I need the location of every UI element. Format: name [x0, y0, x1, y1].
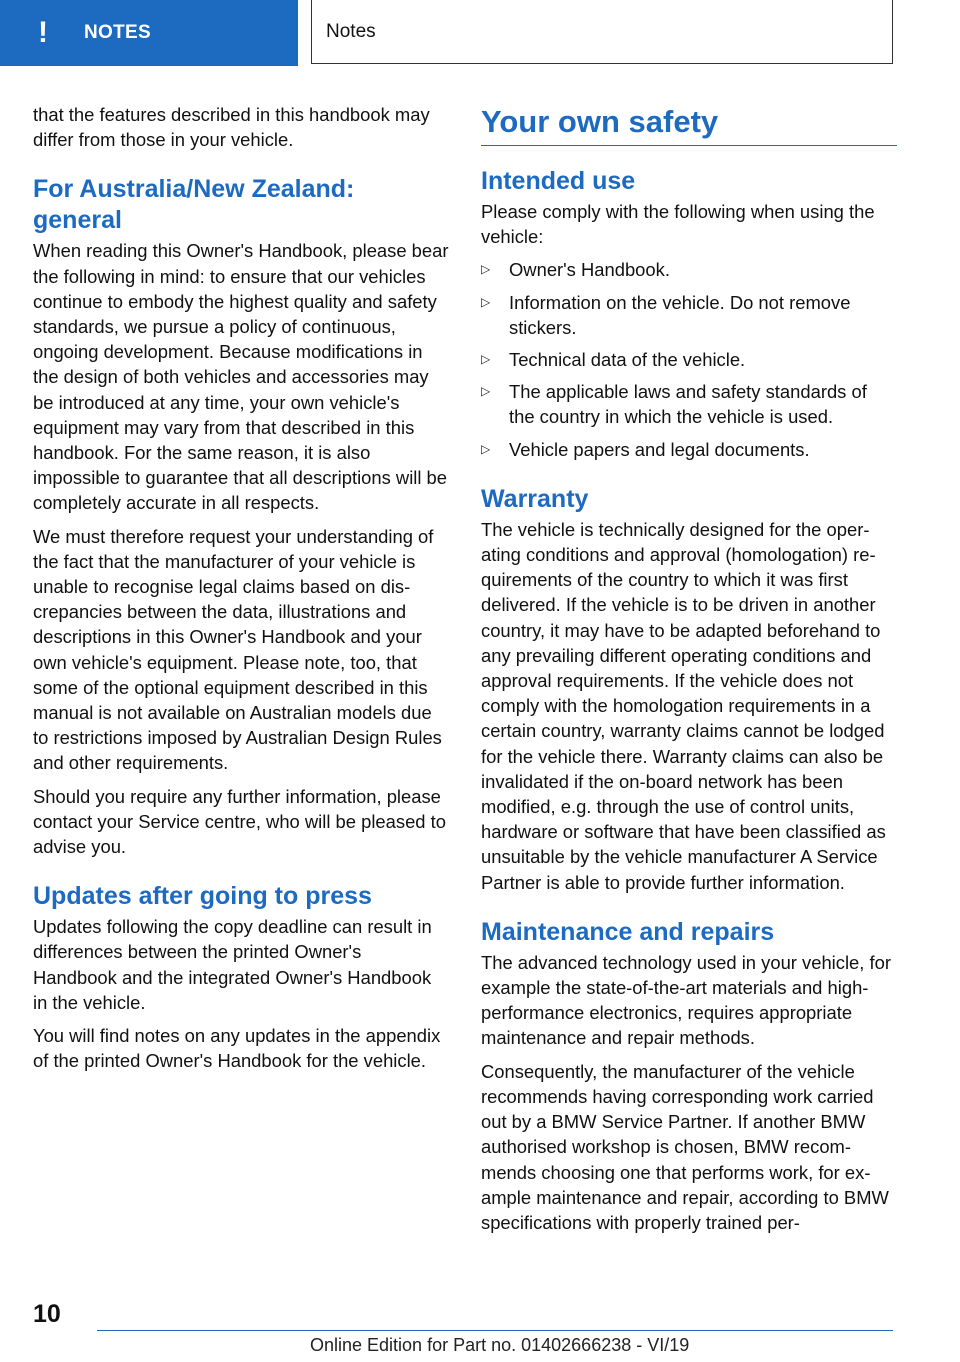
heading-updates: Updates after going to press — [33, 882, 372, 911]
section-warranty — [481, 484, 897, 895]
list-item: ▷ Owner's Handbook. — [481, 257, 897, 282]
section-intended-use — [481, 166, 897, 462]
section-australia — [33, 174, 449, 859]
page-header-title: Notes — [311, 0, 893, 64]
section-updates — [33, 881, 449, 1073]
list-item: ▷ Technical data of the vehicle. — [481, 347, 897, 372]
paragraph: You will find notes on any updates in the appendix of the printed Owner's Handbook for the vehicle. — [33, 1025, 441, 1072]
left-column — [33, 102, 449, 1082]
footer-edition: Online Edition for Part no. 01402666238 - VI/19 — [310, 1335, 690, 1355]
heading-maintenance: Maintenance and repairs — [481, 917, 775, 946]
intended-use-list — [481, 257, 897, 461]
triangle-bullet-icon: ▷ — [481, 352, 491, 367]
paragraph: Should you require any further information, please contact your Service centre, who will be pleased to advise you. — [33, 785, 446, 858]
heading-intended-use: Intended use — [481, 167, 636, 195]
section-tab — [0, 0, 298, 66]
section-maintenance — [481, 917, 897, 1235]
right-column — [481, 102, 897, 1243]
paragraph: The vehicle is technically designed for the operating conditions and approval (homologation) requirements of the country to which it was first delivered. If the vehicle is to be driven in another country, it may have to be adapted beforehand to any prevailing different operating conditions and approval requirements. If the vehicle does not comply with the homologation requirements in a certain country, warranty claims cannot be lodged for the vehicle there. Warranty claims can also be invalidated if the on-board network has been modified, e.g. through the use of control units, hardware or software that have been classified as unsuitable by the vehicle manufacturer A Service Partner is able to provide further information. — [481, 518, 886, 893]
list-item: ▷ Vehicle papers and legal documents. — [481, 437, 897, 462]
heading-warranty: Warranty — [481, 484, 589, 513]
intro-paragraph: that the features described in this handbook may differ from those in your vehicle. — [33, 104, 430, 151]
triangle-bullet-icon: ▷ — [481, 384, 491, 399]
paragraph: Consequently, the manufacturer of the vehicle recommends having corresponding work carried out by a BMW Service Partner. If another BMW authorised workshop is chosen, BMW recommends choosing one that performs work, for example maintenance and repair, according to BMW specifications with properly trained per- — [481, 1060, 889, 1233]
paragraph: Please comply with the following when using the vehicle: — [481, 201, 875, 248]
section-label: NOTES — [84, 22, 151, 43]
list-item: ▷ The applicable laws and safety standards of the country in which the vehicle is used. — [481, 381, 867, 428]
paragraph: We must therefore request your understanding of the fact that the manufacturer of your vehicle is unable to recognise legal claims based on discrepancies between the data, illustrations and descriptions in this Owner's Handbook and your own vehicle's equipment. Please note, too, that some of the optional equipment described in this manual is not available on Australian models due to restrictions imposed by Australian Design Rules and other requirements. — [33, 525, 442, 774]
triangle-bullet-icon: ▷ — [481, 294, 491, 309]
triangle-bullet-icon: ▷ — [481, 441, 491, 456]
list-item: ▷ Information on the vehicle. Do not remove stickers. — [481, 291, 851, 338]
exclamation-icon: ! — [38, 16, 48, 49]
paragraph: Updates following the copy deadline can result in differences between the printed Owner's Handbook and the integrated Owner's Handbook in the vehicle. — [33, 916, 432, 1013]
triangle-bullet-icon: ▷ — [481, 262, 491, 277]
footer-divider — [97, 1330, 893, 1331]
paragraph: The advanced technology used in your vehicle, for example the state-of-the-art materials and high-performance electronics, requires appropriate maintenance and repair methods. — [481, 951, 891, 1049]
paragraph: When reading this Owner's Handbook, please bear the following in mind: to ensure that our vehicles continue to embody the highest quality and safety standards, we pursue a policy of continuous, ongoing development. Because modifications in the design of both vehicles and accessories may be introduced at any time, your own vehicle's equipment may vary from that described in this handbook. For the same reason, it is also impossible to guarantee that all descriptions will be completely accurate in all respects. — [33, 240, 449, 514]
page-number: 10 — [33, 1300, 61, 1328]
heading-australia: For Australia/New Zealand: general — [33, 175, 355, 235]
chapter-title: Your own safety — [481, 102, 897, 146]
